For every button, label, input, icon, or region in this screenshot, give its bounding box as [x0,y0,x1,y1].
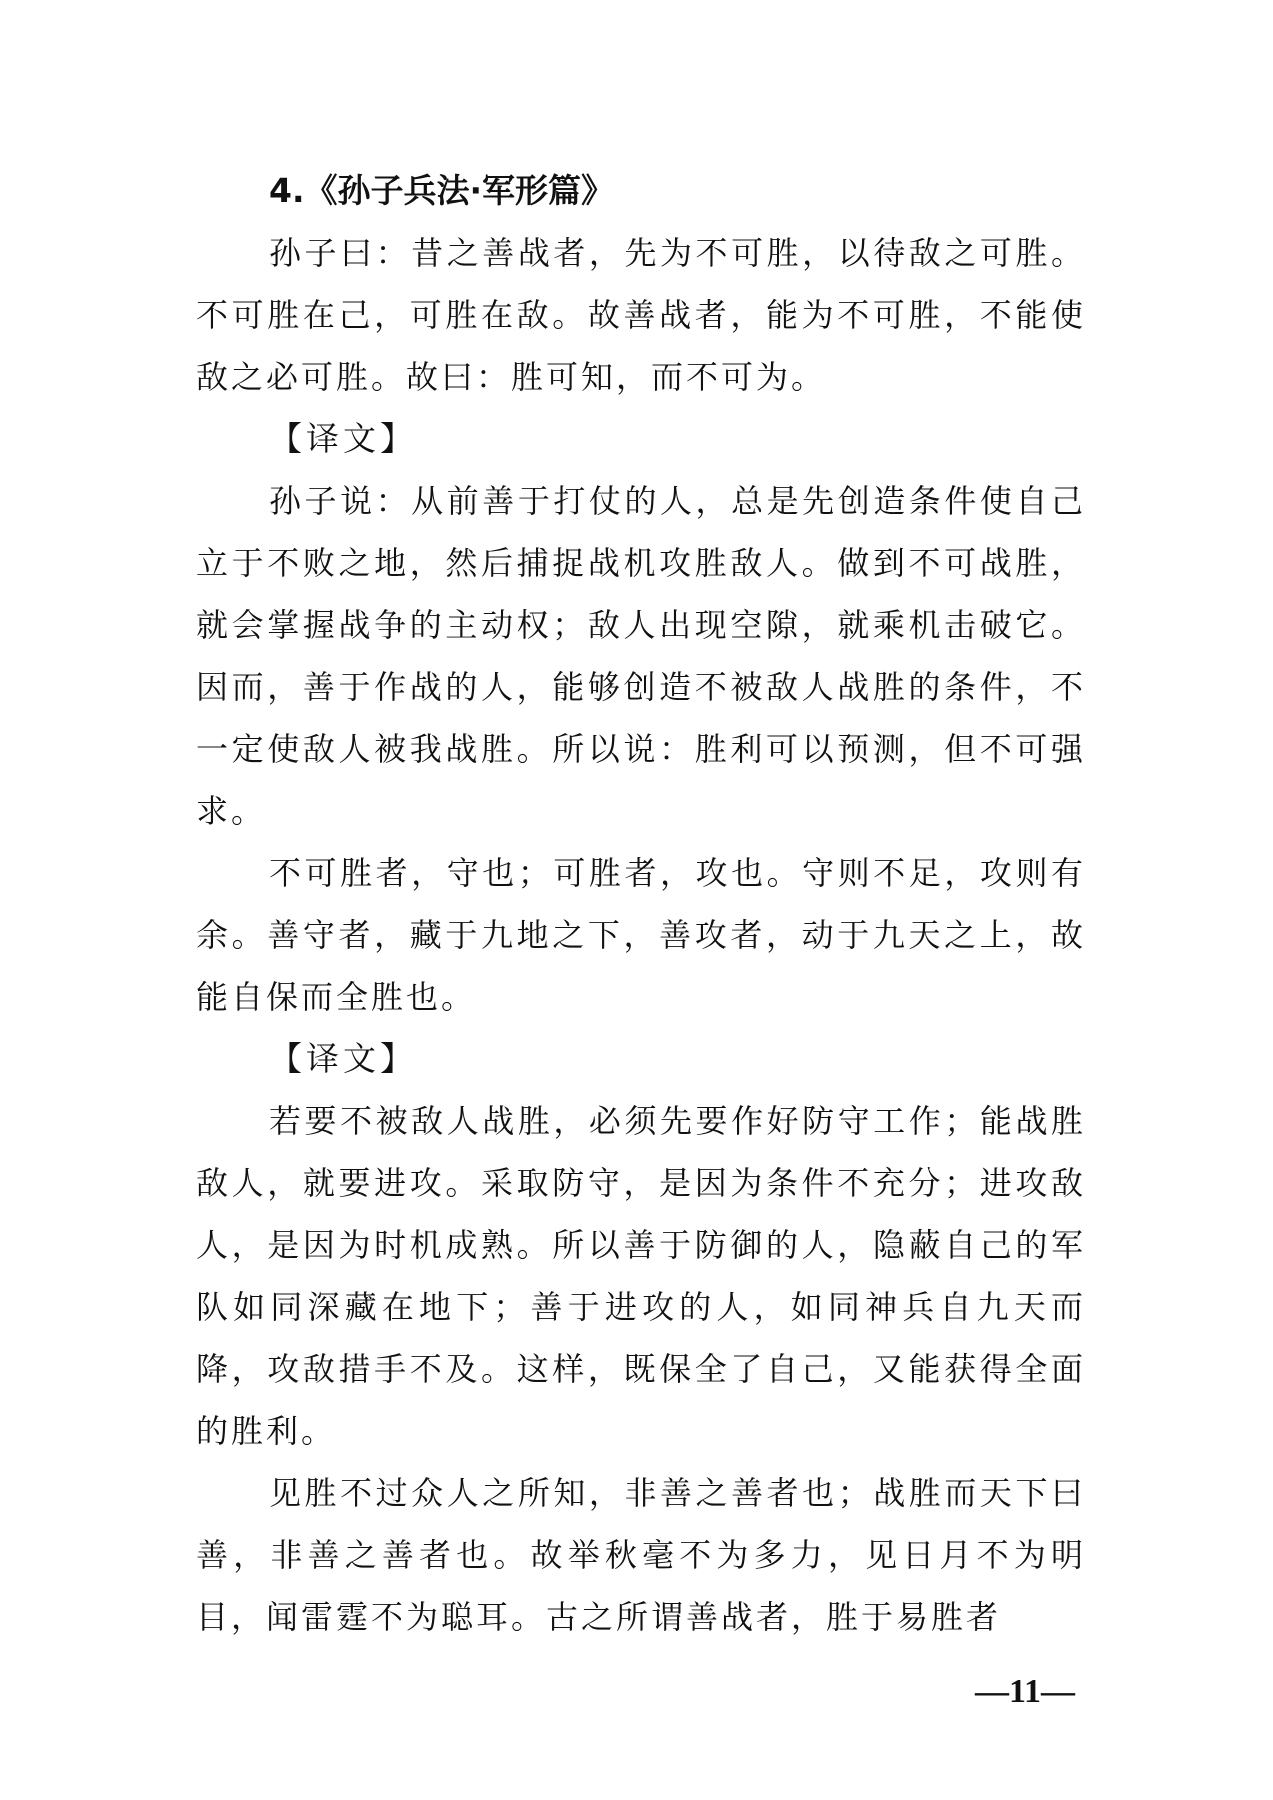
page-number: —11— [974,1673,1076,1710]
translation-label: 【译文】 [269,419,417,458]
original-text-paragraph: 孙子曰：昔之善战者，先为不可胜，以待敌之可胜。不可胜在己，可胜在敌。故善战者，能为不可胜，不能使敌之必可胜。故曰：胜可知，而不可为。 [196,234,1086,396]
translation-label: 【译文】 [269,1039,417,1078]
translation-paragraph: 若要不被敌人战胜，必须先要作好防守工作；能战胜敌人，就要进攻。采取防守，是因为条件不充分；进攻敌人，是因为时机成熟。所以善于防御的人，隐蔽自己的军队如同深藏在地下；善于进攻的人，如同神兵自九天而降，攻敌措手不及。这样，既保全了自己，又能获得全面的胜利。 [196,1102,1086,1450]
original-text-paragraph: 不可胜者，守也；可胜者，攻也。守则不足，攻则有余。善守者，藏于九地之下，善攻者，动于九天之上，故能自保而全胜也。 [196,854,1086,1016]
original-text-paragraph: 见胜不过众人之所知，非善之善者也；战胜而天下曰善，非善之善者也。故举秋毫不为多力，见日月不为明目，闻雷霆不为聪耳。古之所谓善战者，胜于易胜者 [196,1474,1086,1636]
translation-paragraph: 孙子说：从前善于打仗的人，总是先创造条件使自己立于不败之地，然后捕捉战机攻胜敌人。做到不可战胜，就会掌握战争的主动权；敌人出现空隙，就乘机击破它。因而，善于作战的人，能够创造不被敌人战胜的条件，不一定使敌人被我战胜。所以说：胜利可以预测，但不可强求。 [196,482,1086,830]
section-title: 4.《孙子兵法·军形篇》 [269,171,615,210]
page-body [196,160,1086,1648]
